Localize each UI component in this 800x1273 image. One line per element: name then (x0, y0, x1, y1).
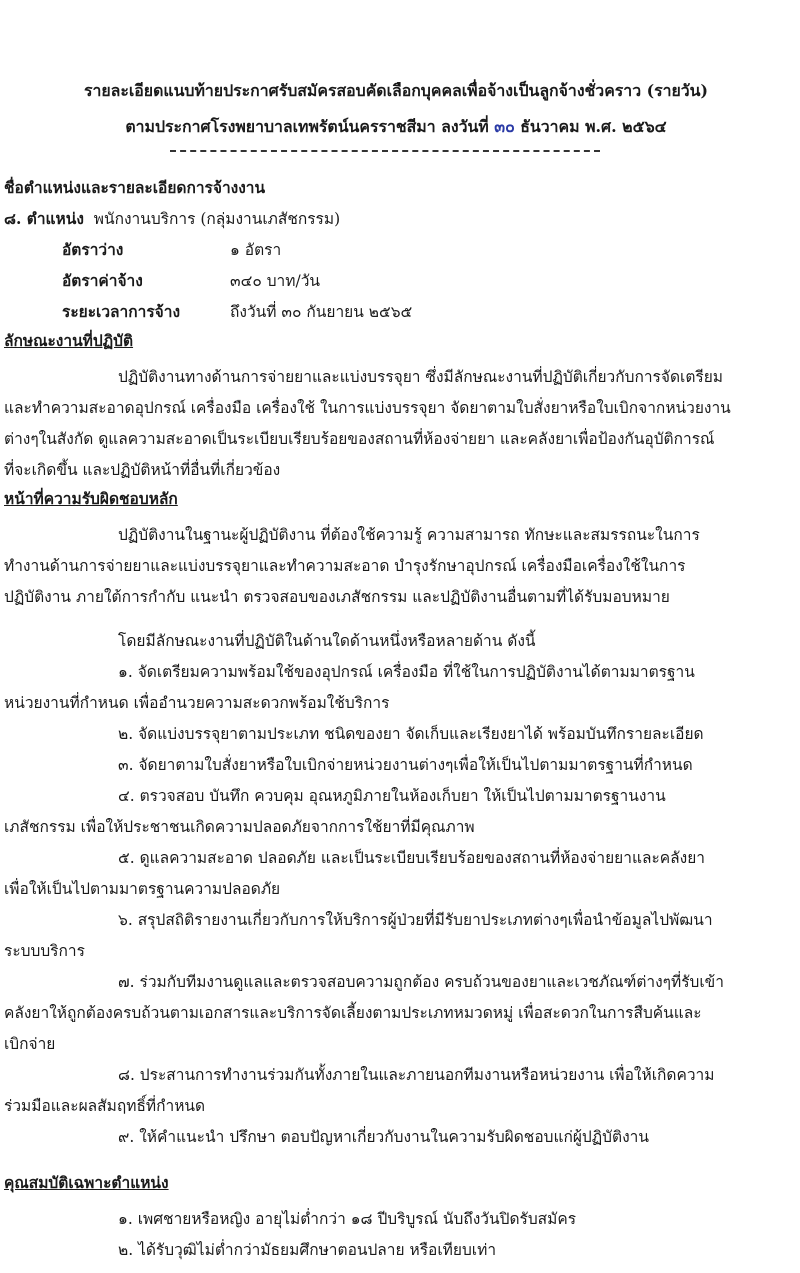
duty-item-7-cont-1: คลังยาให้ถูกต้องครบถ้วนตามเอกสารและบริการจัดเลี้ยงตามประเภทหมวดหมู่ เพื่อสะดวกในการสืบค้นและ (4, 1004, 702, 1022)
qualification-item-2: ๒. ได้รับวุฒิไม่ต่ำกว่ามัธยมศึกษาตอนปลาย หรือเทียบเท่า (118, 1241, 497, 1259)
duty-item-5: ๕. ดูแลความสะอาด ปลอดภัย และเป็นระเบียบเรียบร้อยของสถานที่ห้องจ่ายยาและคลังยา (118, 849, 705, 867)
duty-item-9: ๙. ให้คำแนะนำ ปรึกษา ตอบปัญหาเกี่ยวกับงานในความรับผิดชอบแก่ผู้ปฏิบัติงาน (118, 1128, 649, 1146)
duty-item-6-cont: ระบบบริการ (4, 942, 85, 960)
wage-value: ๓๔๐ บาท/วัน (230, 272, 320, 290)
header-line-1: รายละเอียดแนบท้ายประกาศรับสมัครสอบคัดเลือกบุคคลเพื่อจ้างเป็นลูกจ้างชั่วคราว (รายวัน) (83, 81, 709, 100)
duty-item-3: ๓. จัดยาตามใบสั่งยาหรือใบเบิกจ่ายหน่วยงานต่างๆเพื่อให้เป็นไปตามมาตรฐานที่กำหนด (118, 756, 693, 774)
vacancy-label: อัตราว่าง (62, 240, 124, 259)
period-value: ถึงวันที่ ๓๐ กันยายน ๒๕๖๕ (230, 303, 413, 321)
header-line-2-prefix: ตามประกาศโรงพยาบาลเทพรัตน์นครราชสีมา ลงวันที่ (125, 117, 495, 136)
header-divider (170, 150, 600, 152)
header-line-2 (0, 116, 792, 138)
job-nature-line-1: ปฏิบัติงานทางด้านการจ่ายยาและแบ่งบรรจุยา ซึ่งมีลักษณะงานที่ปฏิบัติเกี่ยวกับการจัดเตรียม (118, 368, 724, 386)
job-nature-line-4: ที่จะเกิดขึ้น และปฏิบัติหน้าที่อื่นที่เกี่ยวข้อง (4, 461, 281, 479)
job-nature-line-3: ต่างๆในสังกัด ดูแลความสะอาดเป็นระเบียบเรียบร้อยของสถานที่ห้องจ่ายยา และคลังยาเพื่อป้องกันอุบัติการณ์ (4, 430, 715, 448)
duty-item-6: ๖. สรุปสถิติรายงานเกี่ยวกับการให้บริการผู้ป่วยที่มีรับยาประเภทต่างๆเพื่อนำข้อมูลไปพัฒนา (118, 911, 713, 929)
duty-item-2: ๒. จัดแบ่งบรรจุยาตามประเภท ชนิดของยา จัดเก็บและเรียงยาได้ พร้อมบันทึกรายละเอียด (118, 725, 704, 743)
position-line (4, 208, 340, 230)
duty-item-1-cont: หน่วยงานที่กำหนด เพื่ออำนวยความสะดวกพร้อมใช้บริการ (4, 694, 390, 712)
duties-heading: หน้าที่ความรับผิดชอบหลัก (4, 489, 178, 508)
job-nature-heading: ลักษณะงานที่ปฏิบัติ (4, 331, 134, 350)
duties-intro-line-3: ปฏิบัติงาน ภายใต้การกำกับ แนะนำ ตรวจสอบของเภสัชกรรม และปฏิบัติงานอื่นตามที่ได้รับมอบหมาย (4, 588, 670, 606)
header-line-2-suffix: ธันวาคม พ.ศ. ๒๕๖๔ (514, 117, 667, 136)
qualifications-heading: คุณสมบัติเฉพาะตำแหน่ง (4, 1173, 169, 1192)
duties-intro-line-2: ทำงานด้านการจ่ายยาและแบ่งบรรจุยาและทำความสะอาด บำรุงรักษาอุปกรณ์ เครื่องมือเครื่องใช้ในการ (4, 557, 686, 575)
duty-item-7: ๗. ร่วมกับทีมงานดูแลและตรวจสอบความถูกต้อง ครบถ้วนของยาและเวชภัณฑ์ต่างๆที่รับเข้า (118, 973, 724, 991)
duty-item-4: ๔. ตรวจสอบ บันทึก ควบคุม อุณหภูมิภายในห้องเก็บยา ให้เป็นไปตามมาตรฐานงาน (118, 787, 666, 805)
period-label: ระยะเวลาการจ้าง (62, 302, 181, 321)
position-name: พนักงานบริการ (กลุ่มงานเภสัชกรรม) (93, 210, 341, 228)
duty-item-7-cont-2: เบิกจ่าย (4, 1035, 56, 1053)
wage-label: อัตราค่าจ้าง (62, 271, 143, 290)
duties-list-intro: โดยมีลักษณะงานที่ปฏิบัติในด้านใดด้านหนึ่งหรือหลายด้าน ดังนี้ (118, 632, 536, 650)
duty-item-8-cont: ร่วมมือและผลสัมฤทธิ์ที่กำหนด (4, 1097, 206, 1115)
duties-intro-line-1: ปฏิบัติงานในฐานะผู้ปฏิบัติงาน ที่ต้องใช้ความรู้ ความสามารถ ทักษะและสมรรถนะในการ (118, 526, 700, 544)
duty-item-4-cont: เภสัชกรรม เพื่อให้ประชาชนเกิดความปลอดภัยจากการใช้ยาที่มีคุณภาพ (4, 818, 475, 836)
qualification-item-1: ๑. เพศชายหรือหญิง อายุไม่ต่ำกว่า ๑๘ ปีบริบูรณ์ นับถึงวันปิดรับสมัคร (118, 1210, 577, 1228)
position-number-label: ๘. ตำแหน่ง (4, 209, 84, 228)
duty-item-1: ๑. จัดเตรียมความพร้อมใช้ของอุปกรณ์ เครื่องมือ ที่ใช้ในการปฏิบัติงานได้ตามมาตรฐาน (118, 663, 695, 681)
duty-item-8: ๘. ประสานการทำงานร่วมกันทั้งภายในและภายนอกทีมงานหรือหน่วยงาน เพื่อให้เกิดความ (118, 1066, 715, 1084)
section-title: ชื่อตำแหน่งและรายละเอียดการจ้างงาน (4, 178, 266, 197)
header-day: ๓๐ (494, 117, 515, 136)
duty-item-5-cont: เพื่อให้เป็นไปตามมาตรฐานความปลอดภัย (4, 880, 281, 898)
job-nature-line-2: และทำความสะอาดอุปกรณ์ เครื่องมือ เครื่องใช้ ในการแบ่งบรรจุยา จัดยาตามใบสั่งยาหรือใบเบิกจากหน่วยงาน (4, 399, 731, 417)
vacancy-value: ๑ อัตรา (230, 241, 282, 259)
